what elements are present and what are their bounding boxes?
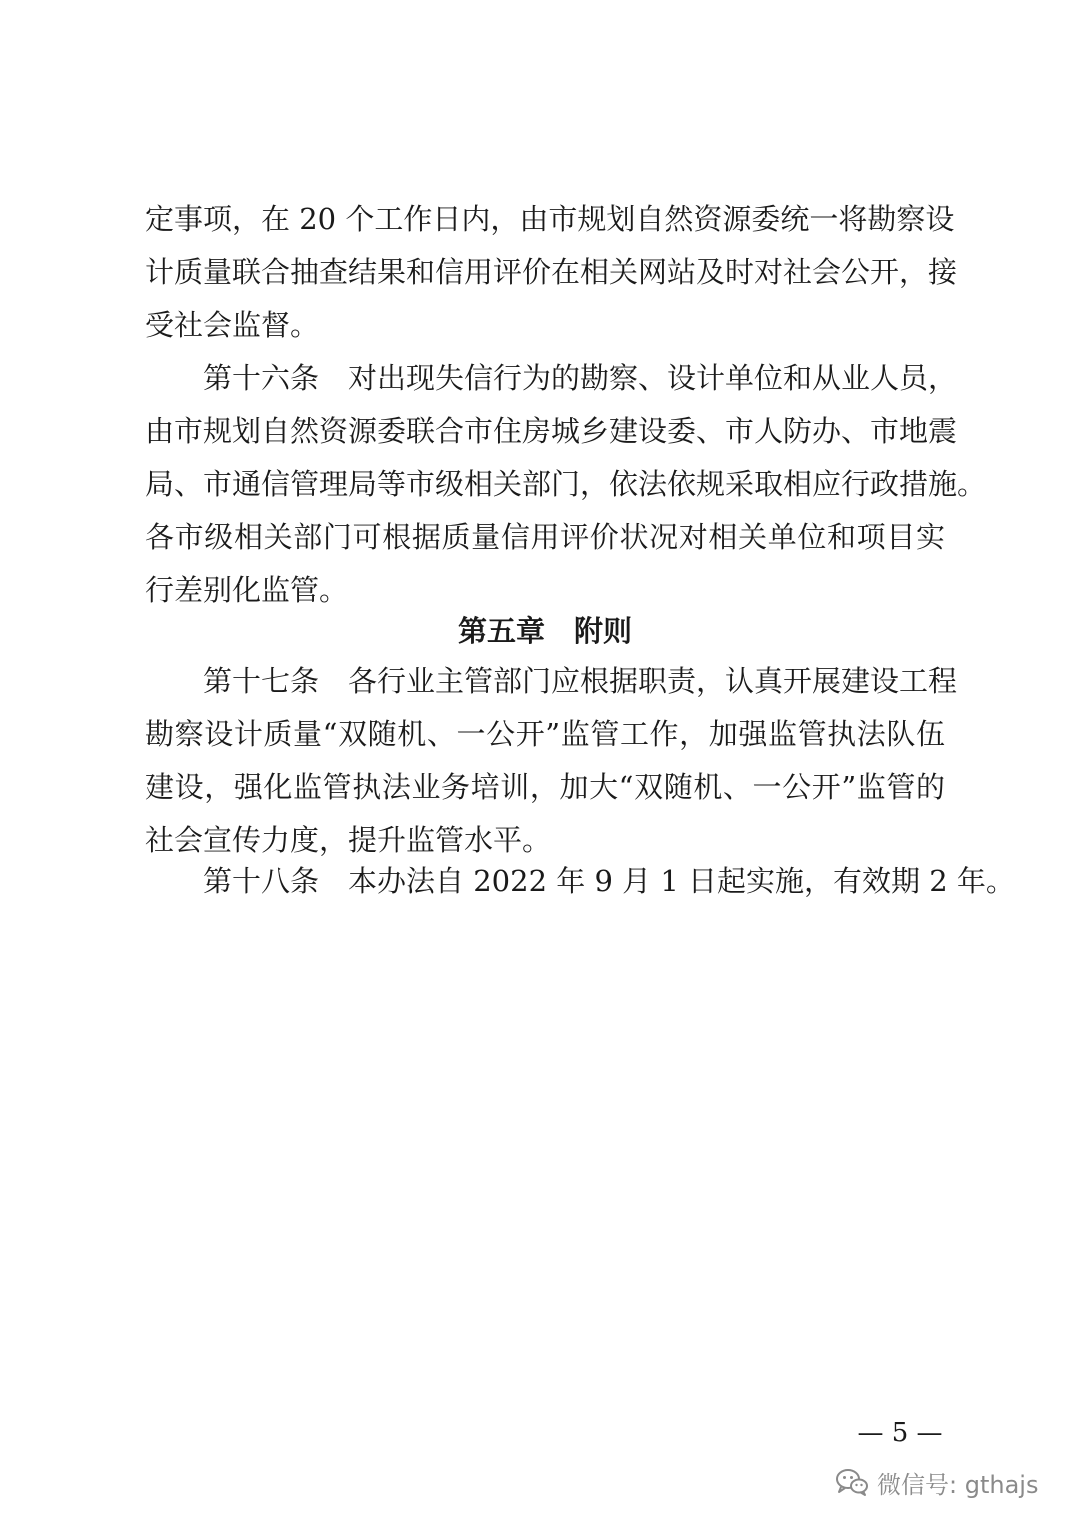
page-number: — 5 — — [857, 1418, 943, 1448]
text-line: 各市级相关部门可根据质量信用评价状况对相关单位和项目实 — [145, 520, 945, 554]
text-line: 勘察设计质量“双随机、一公开”监管工作，加强监管执法队伍 — [145, 717, 945, 751]
text-line: 行差别化监管。 — [145, 573, 349, 607]
watermark-text: 微信号: gthajs — [877, 1470, 1039, 1499]
paragraph-continuation — [145, 193, 958, 352]
text-line: 计质量联合抽查结果和信用评价在相关网站及时对社会公开，接 — [145, 255, 958, 289]
text-line: 受社会监督。 — [145, 308, 320, 342]
chapter-heading-block — [145, 605, 945, 658]
text-line: 社会宣传力度，提升监管水平。 — [145, 823, 552, 857]
text-line: 第十七条 各行业主管部门应根据职责，认真开展建设工程 — [203, 664, 958, 698]
text-line: 由市规划自然资源委联合市住房城乡建设委、市人防办、市地震 — [145, 414, 958, 448]
text-line: 局、市通信管理局等市级相关部门，依法依规采取相应行政措施。 — [145, 467, 987, 501]
article-17 — [145, 655, 958, 867]
article-18 — [145, 855, 1015, 908]
article-16 — [145, 352, 987, 617]
chapter-heading: 第五章 附则 — [457, 614, 632, 648]
wechat-icon — [835, 1467, 869, 1497]
text-line: 建设，强化监管执法业务培训，加大“双随机、一公开”监管的 — [145, 770, 945, 804]
text-line: 定事项，在 20 个工作日内，由市规划自然资源委统一将勘察设 — [145, 202, 955, 236]
text-line: 第十六条 对出现失信行为的勘察、设计单位和从业人员， — [203, 361, 958, 395]
text-line: 第十八条 本办法自 2022 年 9 月 1 日起实施，有效期 2 年。 — [203, 864, 1015, 898]
wechat-watermark — [835, 1462, 1038, 1502]
